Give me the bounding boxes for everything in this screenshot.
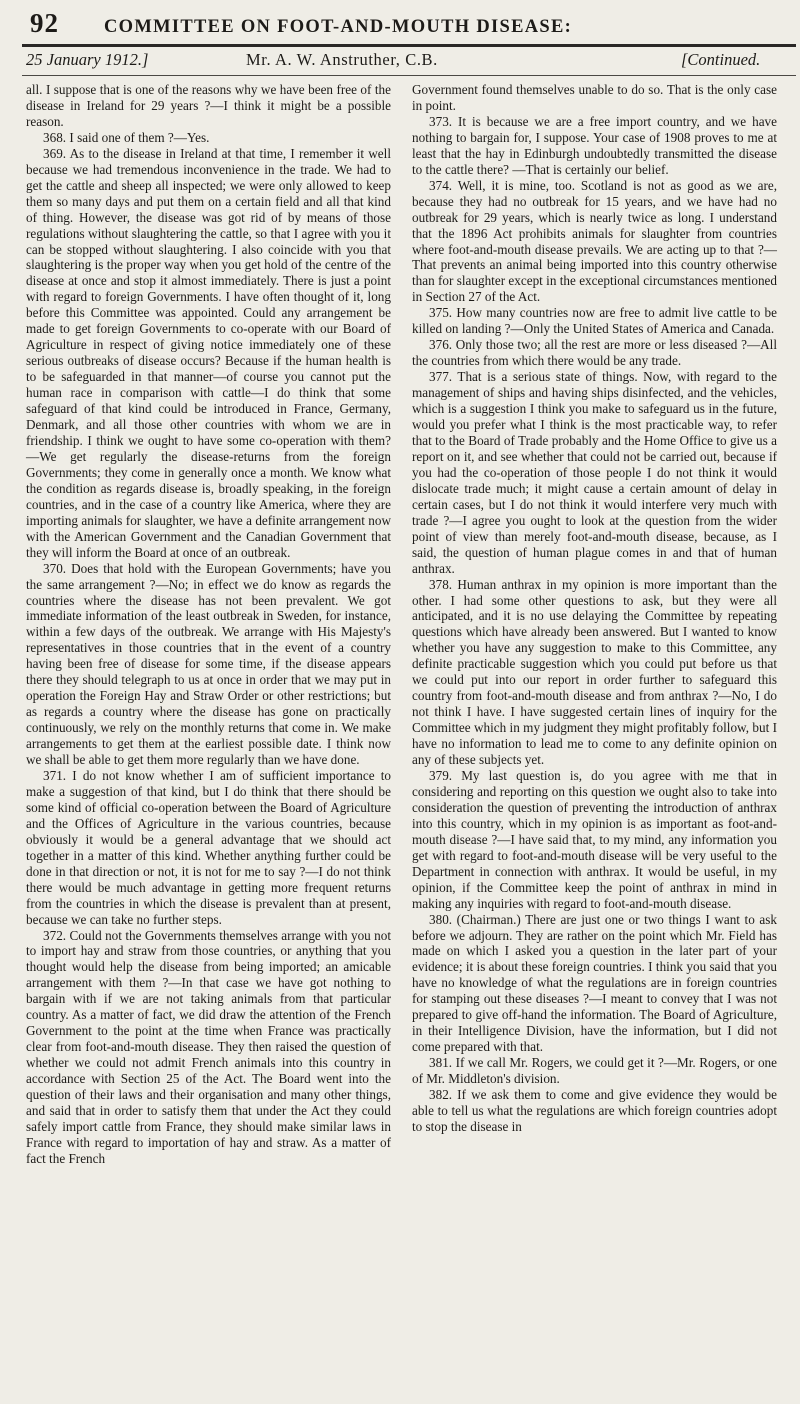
subheader-rule (22, 75, 796, 76)
paragraph: 375. How many countries now are free to admit live cattle to be killed on landing ?—Only the United States of America and Canada. (412, 305, 777, 337)
right-column (412, 82, 777, 1135)
paragraph: 381. If we call Mr. Rogers, we could get it ?—Mr. Rogers, or one of Mr. Middleton's division. (412, 1055, 777, 1087)
paragraph: 380. (Chairman.) There are just one or two things I want to ask before we adjourn. They are rather on the point which Mr. Field has made on which I asked you a question in the later part of your evidence; it is about these foreign countries. I think you said that you have no knowledge of what the regulations are in foreign countries for stamping out these diseases ?—I meant to convey that I was not prepared to give off-hand the information. The Board of Agriculture, in their Intelligence Division, have the information, but I did not come prepared with that. (412, 911, 777, 1055)
paragraph: 368. I said one of them ?—Yes. (43, 129, 210, 145)
left-column (26, 82, 391, 1167)
paragraph: 382. If we ask them to come and give evidence they would be able to tell us what the regulations are which foreign countries adopt to stop the disease in (412, 1087, 777, 1134)
header-rule (22, 44, 796, 47)
witness-name: Mr. A. W. Anstruther, C.B. (246, 50, 438, 69)
page-number: 92 (30, 8, 59, 38)
paragraph: 372. Could not the Governments themselves arrange with you not to import hay and straw from those countries, or anything that you thought would help the disease from being imported; an amicable arrangement with them ?—In that case we have got nothing to bargain with if we are not taking animals from that particular country. As a matter of fact, we did draw the attention of the French Government to the point at the time when France was practically clear from foot-and-mouth disease. They then raised the question of whether we could not admit French animals into this country in accordance with Section 25 of the Act. The Board went into the question of their laws and their organisation and many other things, and said that in order to satisfy them that under the Act they could safely import cattle from France, they should make similar laws in France with regard to importation of hay and straw. As a matter of fact the French (26, 927, 391, 1166)
paragraph: 378. Human anthrax in my opinion is more important than the other. I had some other questions to ask, but they were all anticipated, and it is no use delaying the Committee by repeating questions which have already been answered. But I wanted to know whether you have any suggestion to make to this Committee, any definite practicable suggestion which you could put before us that we could put into our report in order further to safeguard this country from foot-and-mouth disease and from anthrax ?—No, I do not think I have. I have suggested certain lines of inquiry for the Committee which in my judgment they might profitably follow, but I have no information to lead me to come to any definite opinion on any of these subjects yet. (412, 576, 777, 768)
paragraph: 371. I do not know whether I am of sufficient importance to make a suggestion of that kind, but I do think that there should be some kind of official co-operation between the Board of Agriculture and the Offices of Agriculture in the various countries, because obviously it would be a general advantage that we should act together in a matter of this kind. Whether anything further could be done in that direction or not, it is not for me to say ?—I do not think there would be much advantage in getting more frequent returns from the countries in which the disease is prevalent than at present, because we can take no further steps. (26, 767, 391, 927)
continued-label: [Continued. (681, 50, 761, 69)
paragraph: 379. My last question is, do you agree with me that in considering and reporting on this question we ought also to take into consideration the question of preventing the introduction of anthrax into this country, which in my opinion is as important as foot-and-mouth disease ?—I have said that, to my mind, any information you get with regard to foot-and-mouth disease will be very useful to the Department in connection with anthrax. It would be useful, in my opinion, if the Committee keep the point of anthrax in mind in making any inquiries with regard to foot-and-mouth disease. (412, 767, 777, 911)
paragraph: 373. It is because we are a free import country, and we have nothing to bargain for, I suppose. Your case of 1908 proves to me at least that the hay in Edinburgh undoubtedly transmitted the disease to the cattle there? —That is certainly our belief. (412, 113, 777, 177)
paragraph: 374. Well, it is mine, too. Scotland is not as good as we are, because they had no outbreak for 15 years, and we have had no outbreak for 29 years, which is nearly twice as long. I understand that the 1896 Act prohibits animals for slaughter from countries where foot-and-mouth disease prevails. We are acting up to that ?—That prevents an animal being imported into this country otherwise than for slaughter except in the exceptional circumstances mentioned in Section 27 of the Act. (412, 177, 777, 305)
paragraph: 369. As to the disease in Ireland at that time, I remember it well because we had tremendous inconvenience in the trade. We had to get the cattle and sheep all inspected; we were only allowed to keep them so many days and put them on a certain field and all that kind of thing. However, the disease was got rid of by means of those regulations without slaughtering the cattle, so that I agree with you it can be stopped without slaughtering. I also coincide with you that slaughtering is the proper way when you get hold of the centre of the disease at once and stop it almost immediately. There is just a point with regard to foreign Governments. I have often thought of it, long before this Committee was appointed. Could any arrangement be made to get foreign Governments to co-operate with our Board of Agriculture in respect of giving notice immediately one of these serious outbreaks of disease occurs? Because if the human health is to be safeguarded in that manner—of course you cannot put the human race in comparison with cattle—I do think that some safeguard of that kind could be introduced in France, Germany, Denmark, and all those other countries with whom we are in friendship. I think we ought to have some co-operation with them? —We get regularly the disease-returns from the foreign Governments; they come in generally once a month. We know what the condition as regards disease is, broadly speaking, in the foreign countries, and in the case of a country like America, where they are importing animals for slaughter, we have a definite arrangement now with the American Government and the Canadian Government that they will inform the Board at once of an outbreak. (26, 145, 391, 560)
paragraph: 376. Only those two; all the rest are more or less diseased ?—All the countries from which there would be any trade. (412, 337, 777, 369)
paragraph: 377. That is a serious state of things. Now, with regard to the management of ships and having ships disinfected, and the vehicles, which is a suggestion I think you make to safeguard us in the future, would you prefer what I think is the most practicable way, to refer that to the Board of Trade probably and the Home Office to give us a report on it, and see whether that could not be carried out, because if you had the co-operation of those people I do not think it would dislocate trade much; it might cause a certain amount of delay in certain cases, but I do not think it would interfere very much with trade ?—I agree you ought to look at the question from the wider point of view than merely foot-and-mouth disease, because, as I said, the question of human plague comes in and that of human anthrax. (412, 369, 777, 576)
paragraph: 370. Does that hold with the European Governments; have you the same arrangement ?—No; in effect we do know as regards the countries where the disease has not been prevalent. We got immediate information of the least outbreak in Sweden, for instance, within a few days of the outbreak. We arrange with His Majesty's representatives in those countries that in the event of a country having been free of disease for some time, if the disease appears there they should telegraph to us at once in order that we may put in operation the Foreign Hay and Straw Order or other restrictions; but as regards a country where the disease has gone on practically continuously, we rely on the monthly returns that come in. We make arrangements to get them at the earliest possible date. I think now we shall be able to get them more regularly than we have done. (26, 560, 391, 768)
paragraph: Government found themselves unable to do so. That is the only case in point. (412, 82, 777, 113)
running-title: COMMITTEE ON FOOT-AND-MOUTH DISEASE: (104, 17, 573, 37)
paragraph: all. I suppose that is one of the reasons why we have been free of the disease in Ireland for 29 years ?—I think it might be a possible reason. (26, 82, 391, 129)
evidence-date: 25 January 1912.] (26, 50, 149, 69)
